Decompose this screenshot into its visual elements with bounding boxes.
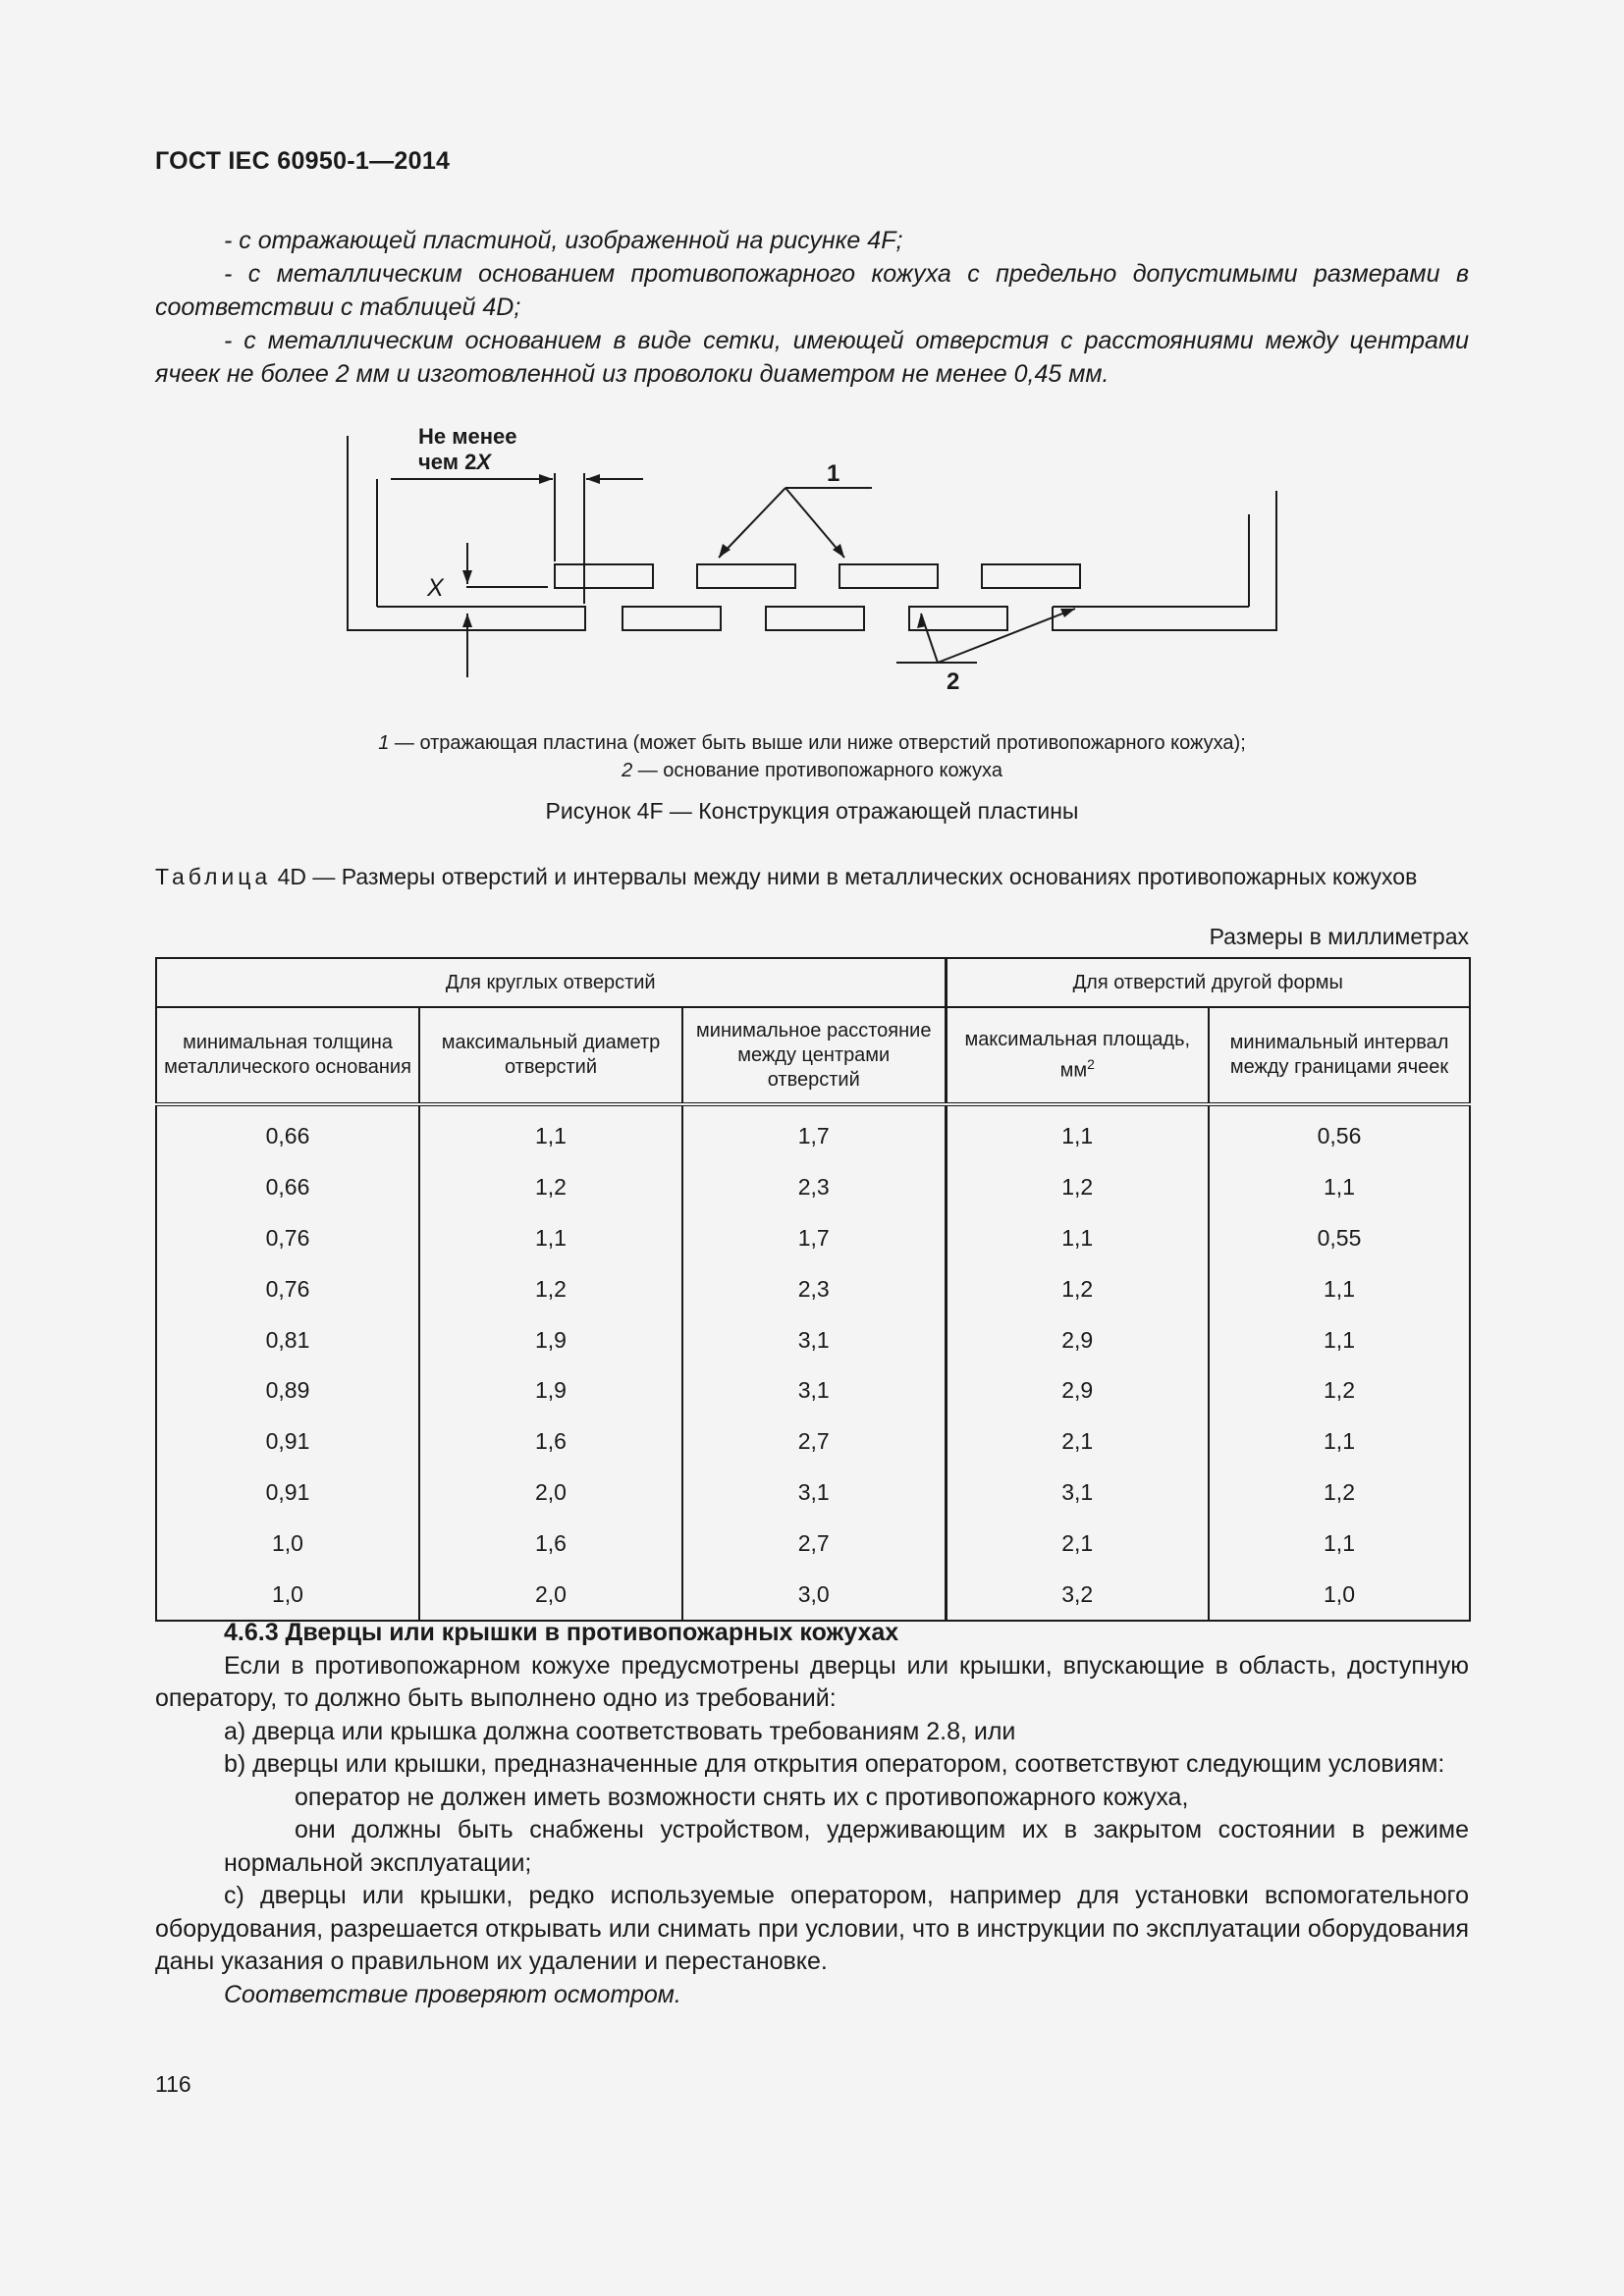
compliance-note: Соответствие проверяют осмотром. — [224, 1980, 681, 2008]
col-header: максимальный диаметр отверстий — [419, 1007, 682, 1104]
table-cell: 0,76 — [156, 1263, 419, 1314]
table-4d — [155, 957, 1471, 1622]
table-cell: 2,7 — [682, 1416, 946, 1468]
table-cell: 2,9 — [946, 1314, 1209, 1365]
table-cell: 3,1 — [682, 1365, 946, 1416]
table-cell: 0,66 — [156, 1162, 419, 1213]
table-cell: 2,9 — [946, 1365, 1209, 1416]
table-cell: 1,1 — [419, 1104, 682, 1162]
section-heading: 4.6.3 Дверцы или крышки в противопожарных кожухах — [224, 1619, 899, 1646]
reflector-plate-diagram — [324, 412, 1306, 697]
legend-item: 2 — основание противопожарного кожуха — [622, 760, 1002, 781]
table-cell: 1,6 — [419, 1518, 682, 1569]
intro-item: - с металлическим основанием в виде сетки, имеющей отверстия с расстояниями между центрами ячеек не более 2 мм и изготовленной из проволоки диаметром не менее 0,45 мм. — [155, 327, 1469, 388]
table-body — [156, 1104, 1470, 1621]
table-row — [156, 1104, 1470, 1162]
table-cell: 3,1 — [682, 1468, 946, 1519]
sub-item: оператор не должен иметь возможности снять их с противопожарного кожуха, — [295, 1783, 1189, 1811]
table-cell: 1,2 — [419, 1263, 682, 1314]
table-cell: 0,56 — [1209, 1104, 1470, 1162]
table-cell: 0,89 — [156, 1365, 419, 1416]
table-cell: 0,91 — [156, 1416, 419, 1468]
intro-list — [155, 224, 1469, 391]
table-cell: 1,1 — [1209, 1314, 1470, 1365]
table-row — [156, 1213, 1470, 1264]
table-cell: 3,1 — [946, 1468, 1209, 1519]
table-cell: 1,2 — [946, 1162, 1209, 1213]
col-header: минимальное расстояние между центрами отверстий — [682, 1007, 946, 1104]
table-cell: 3,0 — [682, 1569, 946, 1621]
table-cell: 1,2 — [419, 1162, 682, 1213]
table-cell: 1,0 — [1209, 1569, 1470, 1621]
section-4-6-3 — [155, 1617, 1469, 2011]
table-row — [156, 1468, 1470, 1519]
table-cell: 1,1 — [1209, 1416, 1470, 1468]
table-cell: 2,0 — [419, 1468, 682, 1519]
table-row — [156, 1314, 1470, 1365]
callout-2: 2 — [947, 668, 960, 695]
table-cell: 0,66 — [156, 1104, 419, 1162]
figure-caption: Рисунок 4F — Конструкция отражающей пластины — [545, 798, 1079, 824]
col-header: максимальная площадь, $мм^2$ — [946, 1007, 1209, 1104]
table-cell: 2,7 — [682, 1518, 946, 1569]
col-header: минимальная толщина металлического основания — [156, 1007, 419, 1104]
table-cell: 0,76 — [156, 1213, 419, 1264]
table-cell: 1,1 — [946, 1104, 1209, 1162]
table-cell: 0,91 — [156, 1468, 419, 1519]
table-cell: 1,1 — [946, 1213, 1209, 1264]
table-cell: 0,55 — [1209, 1213, 1470, 1264]
table-cell: 1,1 — [1209, 1263, 1470, 1314]
table-cell: 1,2 — [1209, 1365, 1470, 1416]
col-header: минимальный интервал между границами ячеек — [1209, 1007, 1470, 1104]
table-cell: 3,2 — [946, 1569, 1209, 1621]
group-header-round: Для круглых отверстий — [156, 958, 946, 1007]
table-cell: 3,1 — [682, 1314, 946, 1365]
table-cell: 2,3 — [682, 1263, 946, 1314]
document-header: ГОСТ IEC 60950-1—2014 — [155, 147, 451, 175]
figure-4f — [324, 412, 1306, 697]
table-cell: 1,1 — [1209, 1518, 1470, 1569]
figure-legend — [155, 729, 1469, 784]
table-row — [156, 1518, 1470, 1569]
table-cell: 1,9 — [419, 1314, 682, 1365]
table-cell: 1,7 — [682, 1104, 946, 1162]
group-header-other: Для отверстий другой формы — [946, 958, 1470, 1007]
table-cell: 1,2 — [1209, 1468, 1470, 1519]
list-item: c) дверцы или крышки, редко используемые оператором, например для установки вспомогательного оборудования, разрешается открывать или снимать при условии, что в инструкции по эксплуатации оборудования даны указания о правильном их удалении и перестановке. — [155, 1882, 1469, 1975]
page-number: 116 — [155, 2071, 191, 2097]
legend-item: 1 — отражающая пластина (может быть выше или ниже отверстий противопожарного кожуха); — [378, 732, 1246, 754]
list-item: a) дверца или крышка должна соответствовать требованиям 2.8, или — [224, 1717, 1016, 1745]
table-row — [156, 1569, 1470, 1621]
table-title: Таблица 4D — Размеры отверстий и интервалы между ними в металлических основаниях противопожарных кожухов — [155, 864, 1418, 889]
table-row — [156, 1162, 1470, 1213]
table-cell: 1,0 — [156, 1569, 419, 1621]
intro-item: - с металлическим основанием противопожарного кожуха с предельно допустимыми размерами в соответствии с таблицей 4D; — [155, 260, 1469, 321]
dim-label-line1: Не менее — [418, 424, 517, 449]
paragraph: Если в противопожарном кожухе предусмотрены дверцы или крышки, впускающие в область, доступную оператору, то должно быть выполнено одно из требований: — [155, 1651, 1469, 1712]
callout-1: 1 — [827, 460, 840, 487]
table-cell: 2,1 — [946, 1518, 1209, 1569]
x-label: X — [427, 574, 444, 602]
table-row — [156, 1263, 1470, 1314]
table-row — [156, 1416, 1470, 1468]
table-cell: 2,1 — [946, 1416, 1209, 1468]
table-cell: 1,9 — [419, 1365, 682, 1416]
table-units: Размеры в миллиметрах — [1209, 924, 1469, 949]
table-cell: 0,81 — [156, 1314, 419, 1365]
table-cell: 1,7 — [682, 1213, 946, 1264]
table-cell: 1,2 — [946, 1263, 1209, 1314]
sub-item: они должны быть снабжены устройством, удерживающим их в закрытом состоянии в режиме нормальной эксплуатации; — [224, 1816, 1469, 1877]
table-cell: 1,0 — [156, 1518, 419, 1569]
table-cell: 2,0 — [419, 1569, 682, 1621]
list-item: b) дверцы или крышки, предназначенные для открытия оператором, соответствуют следующим условиям: — [224, 1750, 1445, 1778]
intro-item: - с отражающей пластиной, изображенной на рисунке 4F; — [224, 227, 903, 254]
table-cell: 1,1 — [419, 1213, 682, 1264]
table-cell: 2,3 — [682, 1162, 946, 1213]
dim-label-line2: чем 2X — [418, 450, 492, 474]
table-cell: 1,1 — [1209, 1162, 1470, 1213]
table-cell: 1,6 — [419, 1416, 682, 1468]
table-row — [156, 1365, 1470, 1416]
